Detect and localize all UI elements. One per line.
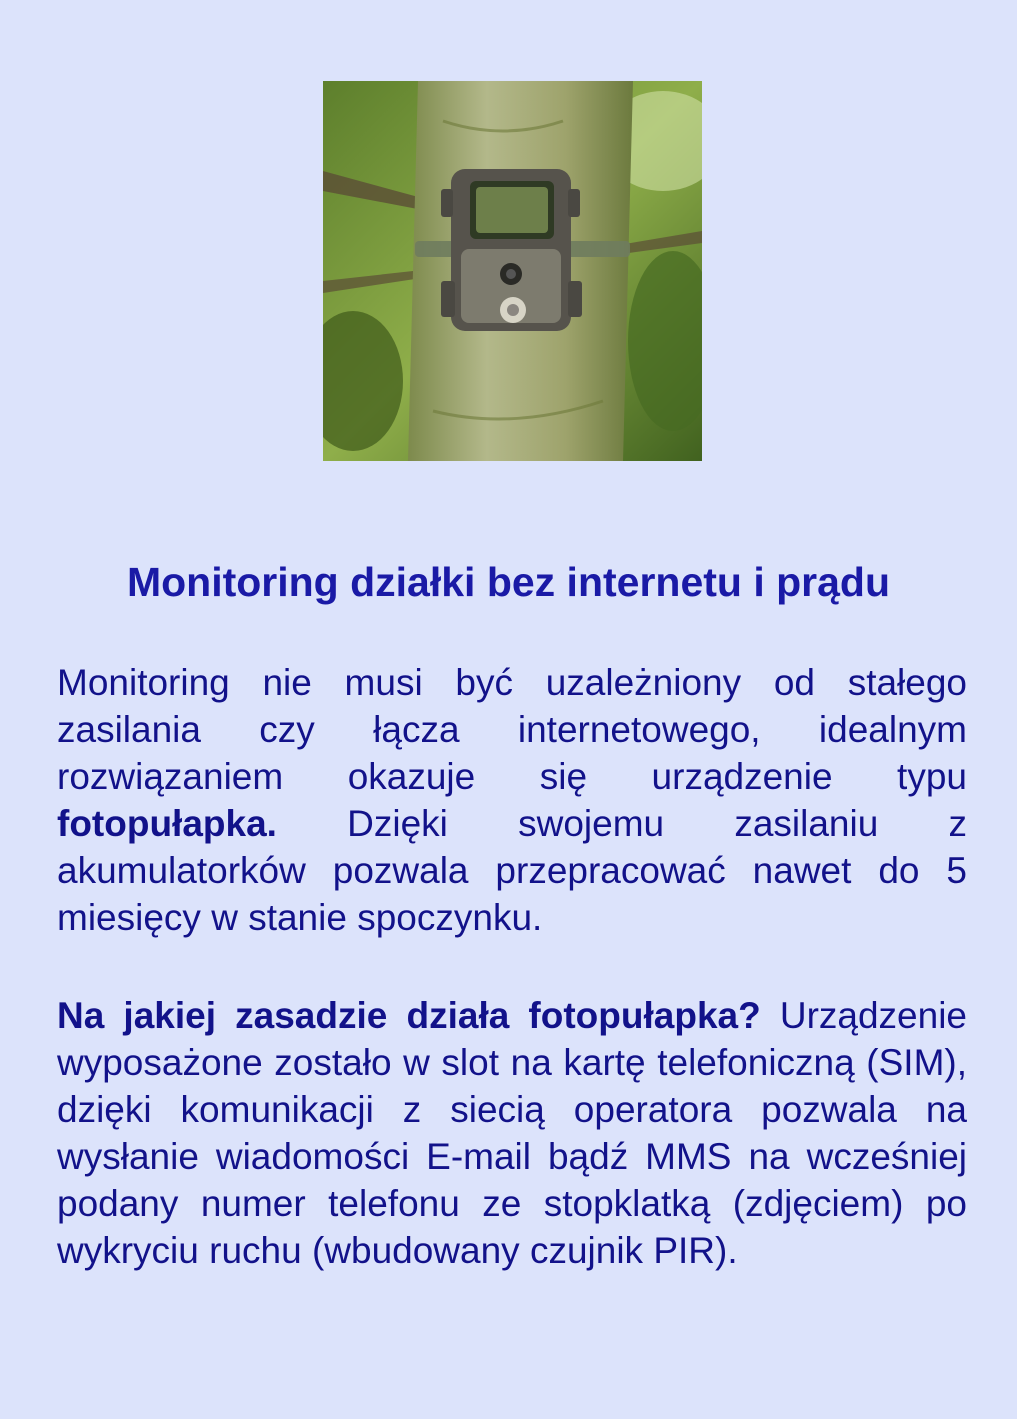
page-title: Monitoring działki bez internetu i prądu [126,559,891,605]
how-it-works-heading: Na jakiej zasadzie działa fotopułapka? [57,995,761,1036]
intro-text-end: Dzięki swojemu zasilaniu z akumulatorków pozwala przepracować nawet do 5 miesięcy w stanie spoczynku. [57,803,967,938]
trail-camera-photo [323,81,702,461]
product-name-bold: fotopułapka. [57,803,277,844]
how-it-works-paragraph [57,992,967,1274]
how-it-works-text: Urządzenie wyposażone zostało w slot na kartę telefoniczną (SIM), dzięki komunikacji z siecią operatora pozwala na wysłanie wiadomości E-mail bądź MMS na wcześniej podany numer telefonu ze stopklatką (zdjęciem) po wykryciu ruchu (wbudowany czujnik PIR). [57,995,967,1271]
intro-paragraph [57,659,967,941]
intro-text-start: Monitoring nie musi być uzależniony od stałego zasilania czy łącza internetowego, idealnym rozwiązaniem okazuje się urządzenie typu [57,662,967,797]
